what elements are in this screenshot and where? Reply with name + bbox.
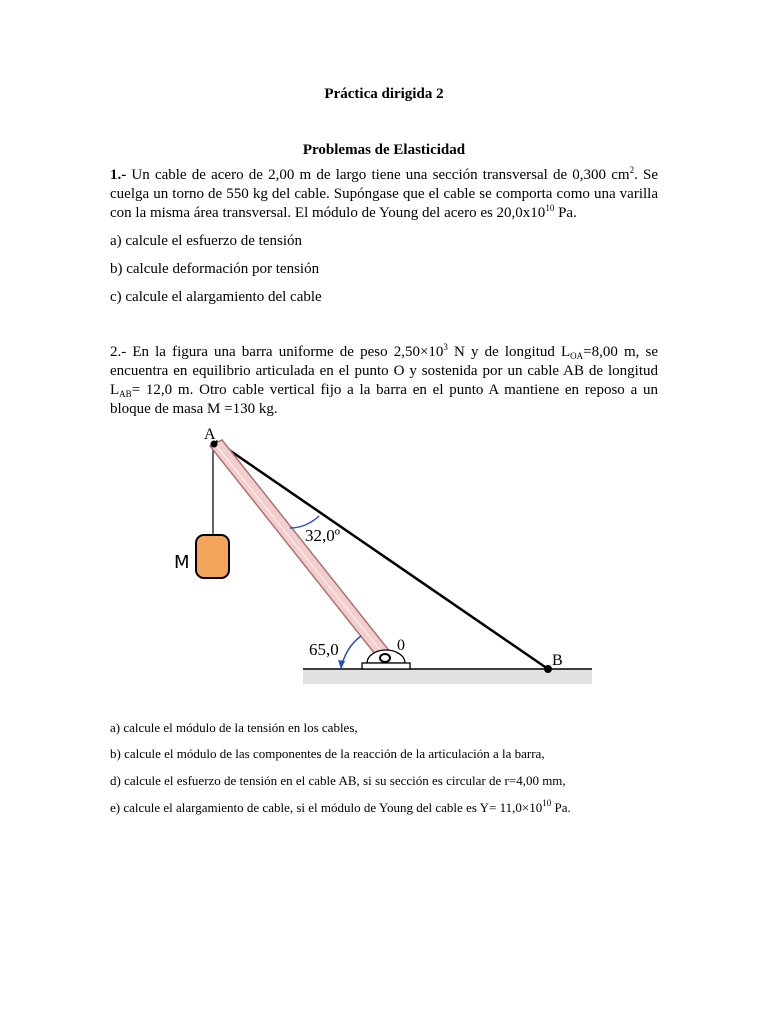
physics-figure [0,420,768,690]
page-title: Práctica dirigida 2 [324,86,444,102]
problem-1-item-b: b) calcule deformación por tensión [110,261,320,277]
label-angle-top: 32,0º [305,526,341,545]
hinge-pin [380,654,390,662]
point-b [544,665,552,673]
problem-1-item-a: a) calcule el esfuerzo de tensión [110,233,302,249]
block-m [196,535,229,578]
problem-1-item-c: c) calcule el alargamiento del cable [110,289,322,305]
label-a: A [204,426,216,443]
problem-2-item-e: e) calcule el alargamiento de cable, si el módulo de Young del cable es $Y= 11,0\times 10^{10}$ Pa. [110,798,571,815]
hinge-base [362,663,410,669]
label-angle-bottom: 65,0 [309,640,339,659]
label-m: M [174,552,190,573]
problem-2-statement: 2.- En la figura una barra uniforme de peso $2,50\times 10^3$ N y de longitud $L_{OA}=8,00$ m, se encuentra en equilibrio articulada en el punto O y sostenida por un cable AB de longitud $L_{AB}= 12,0$ m. Otro cable vertical fijo a la barra en el punto A mantiene en reposo a un bloque de masa M =130 kg. [110,342,659,417]
label-b: B [552,652,563,669]
problem-2-item-d: d) calcule el esfuerzo de tensión en el cable AB, si su sección es circular de r=4,00 mm, [110,773,566,788]
problem-1-statement: 1.- Un cable de acero de 2,00 m de largo tiene una sección transversal de 0,300 $cm^2$. Se cuelga un torno de 550 kg del cable. Supóngase que el cable se comporta como una varilla con la misma área transversal. El módulo de Young del acero es $20,0x10^{10}$ Pa. [110,165,659,221]
bar-highlight [214,443,385,656]
label-o: 0 [397,637,405,654]
problem-1-number: 1.- [110,167,127,183]
bar-oa [210,440,391,659]
section-heading: Problemas de Elasticidad [302,142,466,158]
angle-arc-bottom [341,636,361,669]
arc-arrow [338,660,345,669]
problem-2-item-a: a) calcule el módulo de la tensión en los cables, [110,720,358,735]
cable-ab [216,441,548,669]
problem-2-item-b: b) calcule el módulo de las componentes de la reacción de la articulación a la barra, [110,746,545,761]
